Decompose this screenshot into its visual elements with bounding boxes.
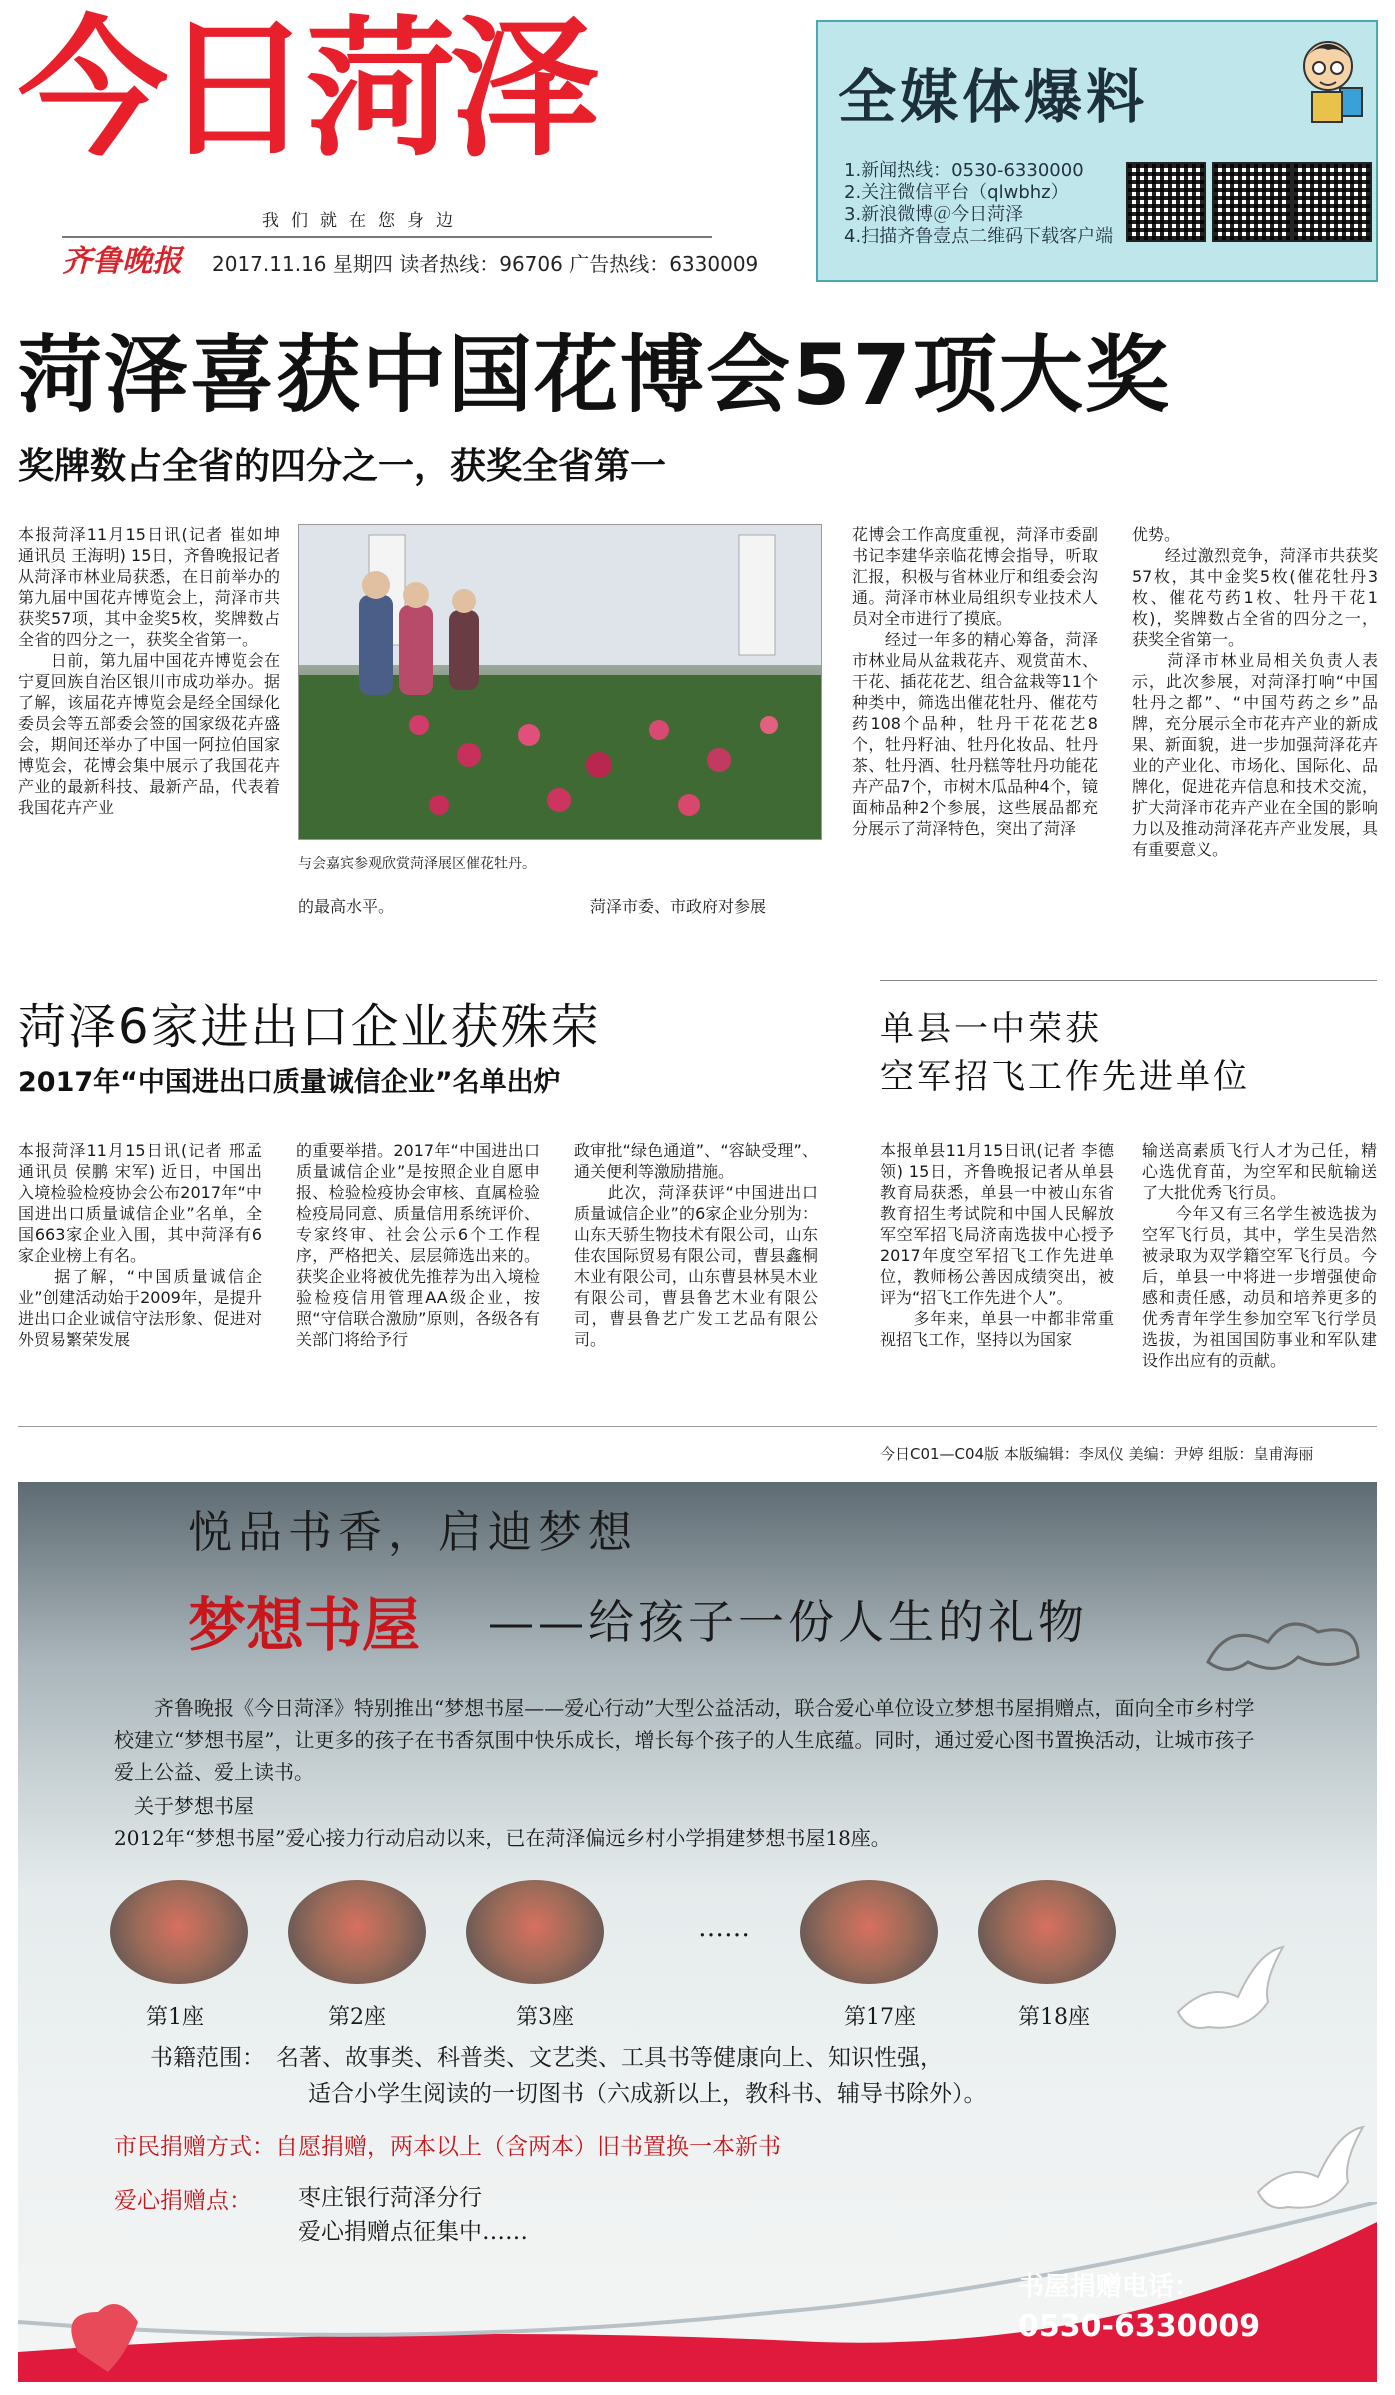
promo-line: 4.扫描齐鲁壹点二维码下载客户端 bbox=[844, 226, 1114, 247]
story1-col1: 本报菏泽11月15日讯(记者 崔如坤 通讯员 王海明) 15日，齐鲁晚报记者从菏泽市林业局获悉，在日前举办的第九届中国花卉博览会上，菏泽市共获奖57项，其中金奖5枚，奖牌数占全省的四分之一，获奖全省第一。 日前，第九届中国花卉博览会在宁夏回族自治区银川市成功举办。据了解，该届花卉博览会是经全国绿化委员会等五部委会签的国家级花卉盛会，期间还举办了中国一阿拉伯国家博览会，花博会集中展示了我国花卉产业的最新科技、最新产品，代表着我国花卉产业 bbox=[18, 525, 280, 817]
bookhouse-photo-2 bbox=[288, 1880, 426, 1984]
promo-line: 1.新闻热线：0530-6330000 bbox=[844, 160, 1084, 181]
photo-label-1: 第1座 bbox=[146, 2005, 204, 2030]
dove-icon bbox=[1248, 2122, 1368, 2232]
story1-col3-tail: 菏泽市委、市政府对参展 bbox=[590, 897, 767, 916]
story2-headline: 菏泽6家进出口企业获殊荣 bbox=[18, 999, 601, 1055]
ad-scope-line1: 名著、故事类、科普类、文艺类、工具书等健康向上、知识性强， bbox=[276, 2045, 943, 2071]
page-divider bbox=[18, 1426, 1377, 1427]
qr-code-3[interactable] bbox=[1292, 162, 1376, 242]
ad-phone-block bbox=[1018, 2266, 1260, 2344]
story2-subhead: 2017年“中国进出口质量诚信企业”名单出炉 bbox=[18, 1067, 561, 1098]
photo-label-3: 第3座 bbox=[516, 2005, 574, 2030]
peony-exhibit-photo bbox=[299, 525, 821, 839]
photo-label-2: 第2座 bbox=[328, 2005, 386, 2030]
story2-col2: 的重要举措。2017年“中国进出口质量诚信企业”是按照企业自愿申报、检验检疫协会审核、直属检验检疫局同意、质量信用系统评价、专家终审、社会公示6个工作程序，严格把关、层层筛选出来的。获奖企业将被优先推荐为出入境检验检疫信用管理AA级企业，按照“守信联合激励”原则，各级各有关部门将给予行 bbox=[296, 1141, 540, 1349]
ad-donate-method: 市民捐赠方式：自愿捐赠，两本以上（含两本）旧书置换一本新书 bbox=[114, 2134, 781, 2160]
photo-label-17: 第17座 bbox=[844, 2005, 916, 2030]
qr-code-icon bbox=[1212, 162, 1292, 242]
story1-subhead: 奖牌数占全省的四分之一，获奖全省第一 bbox=[18, 446, 667, 487]
promo-line: 2.关注微信平台（qlwbhz） bbox=[844, 182, 1069, 203]
ad-title1: 悦品书香，启迪梦想 bbox=[188, 1507, 638, 1558]
ad-points-label: 爱心捐赠点： bbox=[114, 2188, 252, 2214]
promo-box bbox=[816, 20, 1378, 282]
story3-headline-line1: 单县一中荣获 bbox=[880, 1009, 1102, 1049]
story1-photo-caption: 与会嘉宾参观欣赏菏泽展区催花牡丹。 bbox=[298, 856, 536, 872]
story3-headline bbox=[880, 1005, 1250, 1101]
ad-phone-number[interactable]: 0530-6330009 bbox=[1018, 2309, 1261, 2344]
masthead-title: 今日菏泽 bbox=[18, 3, 595, 177]
cartoon-mascot-icon bbox=[1288, 28, 1368, 128]
edit-credits: 今日C01—C04版 本版编辑：李凤仪 美编：尹婷 组版：皇甫海丽 bbox=[880, 1445, 1314, 1463]
story2-col1: 本报菏泽11月15日讯(记者 邢孟 通讯员 侯鹏 宋军) 近日，中国出入境检验检疫协会公布2017年“中国进出口质量诚信企业”名单，全国663家企业入围，其中菏泽有6家企业榜上有名。 据了解，“中国质量诚信企业”创建活动始于2009年，是提升进出口企业诚信守法形象、促进对外贸易繁荣发展 bbox=[18, 1141, 262, 1349]
ad-photo-ellipsis: …… bbox=[698, 1913, 750, 1943]
story3-col2: 输送高素质飞行人才为己任，精心选优育苗，为空军和民航输送了大批优秀飞行员。 今年又有三名学生被选拔为空军飞行员，其中，学生吴浩然被录取为双学籍空军飞行员。今后，单县一中将进一步增强使命感和责任感，动员和培养更多的优秀青年学生参加空军飞行学员选拔，为祖国国防事业和军队建设作出应有的贡献。 bbox=[1142, 1141, 1377, 1370]
bookhouse-photo-18 bbox=[978, 1880, 1116, 1984]
qr-code-2[interactable] bbox=[1212, 162, 1296, 242]
ad-title3: ——给孩子一份人生的礼物 bbox=[488, 1595, 1088, 1649]
ad-scope-label: 书籍范围： bbox=[150, 2045, 265, 2071]
story3-headline-line2: 空军招飞工作先进单位 bbox=[880, 1057, 1250, 1097]
story1-headline: 菏泽喜获中国花博会57项大奖 bbox=[18, 326, 1171, 424]
qr-code-icon bbox=[1126, 162, 1206, 242]
story1-col4: 花博会工作高度重视，菏泽市委副书记李建华亲临花博会指导，听取汇报，积极与省林业厅和组委会沟通。菏泽市林业局组织专业技术人员对全市进行了摸底。 经过一年多的精心筹备，菏泽市林业局从盆栽花卉、观赏苗木、干花、插花花艺、组合盆栽等11个种类中，筛选出催花牡丹、催花芍药108个品种，牡丹干花花艺8个，牡丹籽油、牡丹化妆品、牡丹茶、牡丹酒、牡丹糕等牡丹功能花卉产品7个，市树木瓜品种4个，镜面柿品种2个参展，这些展品都充分展示了菏泽特色，突出了菏泽 bbox=[852, 525, 1098, 838]
promo-lines bbox=[844, 160, 1113, 248]
ad-phone-label: 书屋捐赠电话： bbox=[1018, 2272, 1201, 2302]
promo-line: 3.新浪微博＠今日菏泽 bbox=[844, 204, 1024, 225]
ad-title2: 梦想书屋 bbox=[188, 1591, 421, 1659]
dove-icon bbox=[1168, 1942, 1288, 2052]
dateline: 2017.11.16 星期四 读者热线：96706 广告热线：6330009 bbox=[212, 252, 759, 276]
story3-col1: 本报单县11月15日讯(记者 李德领) 15日，齐鲁晚报记者从单县教育局获悉，单县一中被山东省教育招生考试院和中国人民解放军空军招飞局济南选拔中心授予2017年度空军招飞工作先进单位，教师杨公善因成绩突出，被评为“招飞工作先进个人”。 多年来，单县一中都非常重视招飞工作，坚持以为国家 bbox=[880, 1141, 1114, 1349]
bookhouse-photo-1 bbox=[110, 1880, 248, 1984]
story1-col2-tail: 的最高水平。 bbox=[298, 897, 395, 916]
qr-code-1[interactable] bbox=[1126, 162, 1210, 242]
masthead-slogan: 我们就在您身边 bbox=[262, 211, 465, 231]
qr-code-icon bbox=[1292, 162, 1372, 242]
ad-scope-line2: 适合小学生阅读的一切图书（六成新以上，教科书、辅导书除外）。 bbox=[308, 2081, 987, 2107]
bookhouse-photo-17 bbox=[800, 1880, 938, 1984]
photo-label-18: 第18座 bbox=[1018, 2005, 1090, 2030]
bookhouse-photo-3 bbox=[466, 1880, 604, 1984]
story2-col3: 政审批“绿色通道”、“容缺受理”、通关便利等激励措施。 此次，菏泽获评“中国进出口质量诚信企业”的6家企业分别为：山东天骄生物技术有限公司，山东佳农国际贸易有限公司，曹县鑫桐木业有限公司，山东曹县林昊木业有限公司，曹县鲁艺木业有限公司，曹县鲁艺广发工艺品有限公司。 bbox=[574, 1141, 818, 1349]
section-divider bbox=[880, 980, 1377, 981]
cloud-ornament-icon bbox=[1198, 1602, 1368, 1682]
promo-title: 全媒体爆料 bbox=[838, 63, 1149, 131]
ad-about-text: 2012年“梦想书屋”爱心接力行动启动以来，已在菏泽偏远乡村小学捐建梦想书屋18座。 bbox=[114, 1826, 891, 1850]
ad-points-line2: 爱心捐赠点征集中…… bbox=[298, 2219, 528, 2245]
story1-photo bbox=[298, 524, 822, 840]
dream-bookhouse-ad bbox=[18, 1482, 1377, 2382]
story1-col5: 优势。 经过激烈竞争，菏泽市共获奖57枚，其中金奖5枚(催花牡丹3枚、催花芍药1枚、牡丹干花1枚)，奖牌数占全省的四分之一，获奖全省第一。 菏泽市林业局相关负责人表示，此次参展，对菏泽打响“中国牡丹之都”、“中国芍药之乡”品牌，充分展示全市花卉产业的新成果、新面貌，进一步加强菏泽花卉业的产业化、市场化、国际化、品牌化，促进花卉信息和技术交流，扩大菏泽市花卉产业在全国的影响力以及推动菏泽花卉产业发展，具有重要意义。 bbox=[1132, 525, 1378, 859]
ad-intro: 齐鲁晚报《今日菏泽》特别推出“梦想书屋——爱心行动”大型公益活动，联合爱心单位设立梦想书屋捐赠点，面向全市乡村学校建立“梦想书屋”，让更多的孩子在书香氛围中快乐成长，增长每个孩子的人生底蕴。同时，通过爱心图书置换活动，让城市孩子爱上公益、爱上读书。 bbox=[114, 1696, 1255, 1784]
ad-points-line1: 枣庄银行菏泽分行 bbox=[298, 2185, 482, 2211]
paper-logo: 齐鲁晚报 bbox=[62, 244, 182, 279]
ad-about-title: 关于梦想书屋 bbox=[134, 1794, 254, 1818]
